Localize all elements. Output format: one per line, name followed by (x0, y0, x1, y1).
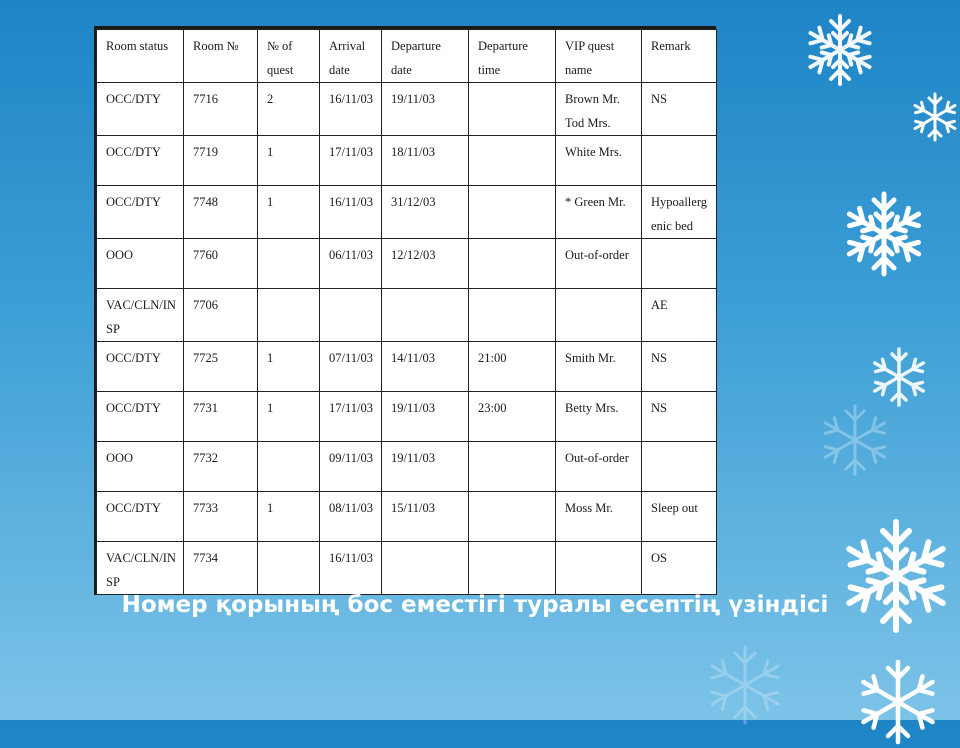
table-cell: OCC/DTY (97, 492, 184, 542)
table-cell: 1 (258, 492, 320, 542)
header-cell: Room № (184, 30, 258, 83)
table-cell: 7731 (184, 392, 258, 442)
table-cell: 1 (258, 392, 320, 442)
table-cell: 7760 (184, 239, 258, 289)
table-cell: 7719 (184, 136, 258, 186)
table-row (97, 136, 717, 186)
table-header-row (97, 30, 717, 83)
table-cell: 08/11/03 (320, 492, 382, 542)
table-cell: 16/11/03 (320, 542, 382, 595)
table-cell: 1 (258, 342, 320, 392)
table-row (97, 342, 717, 392)
header-cell: Remark (642, 30, 717, 83)
table-cell: White Mrs. (556, 136, 642, 186)
table-row (97, 492, 717, 542)
snowflake-icon (838, 188, 930, 280)
table-cell: NS (642, 392, 717, 442)
table-row (97, 442, 717, 492)
table-cell: OCC/DTY (97, 392, 184, 442)
table-cell: 17/11/03 (320, 392, 382, 442)
table-cell (320, 289, 382, 342)
table-cell: OCC/DTY (97, 136, 184, 186)
table-cell (556, 542, 642, 595)
table-cell: * Green Mr. (556, 186, 642, 239)
table-row (97, 83, 717, 136)
table-cell: 17/11/03 (320, 136, 382, 186)
header-cell: Arrival date (320, 30, 382, 83)
table-cell (642, 239, 717, 289)
table-cell: Smith Mr. (556, 342, 642, 392)
table-cell: 23:00 (469, 392, 556, 442)
table-cell: Out-of-order (556, 442, 642, 492)
table-cell: 14/11/03 (382, 342, 469, 392)
table-cell: AE (642, 289, 717, 342)
table-cell: 7734 (184, 542, 258, 595)
table-cell: 7716 (184, 83, 258, 136)
table-cell (258, 442, 320, 492)
table-cell: 16/11/03 (320, 186, 382, 239)
table-cell (469, 289, 556, 342)
table-cell: 7748 (184, 186, 258, 239)
snowflake-icon (800, 10, 880, 90)
table-cell: 31/12/03 (382, 186, 469, 239)
table-cell: Out-of-order (556, 239, 642, 289)
table-cell: 1 (258, 186, 320, 239)
table-cell: OCC/DTY (97, 83, 184, 136)
table-cell: 07/11/03 (320, 342, 382, 392)
table-cell: 7732 (184, 442, 258, 492)
table-cell: OOO (97, 442, 184, 492)
table-cell: NS (642, 342, 717, 392)
table-cell: OS (642, 542, 717, 595)
snowflake-icon (700, 640, 790, 730)
table-cell: 7706 (184, 289, 258, 342)
table-cell: OCC/DTY (97, 186, 184, 239)
table-cell (469, 542, 556, 595)
table-cell: 21:00 (469, 342, 556, 392)
table-cell: 1 (258, 136, 320, 186)
table-cell: Betty Mrs. (556, 392, 642, 442)
table-cell: 18/11/03 (382, 136, 469, 186)
snowflake-icon (815, 400, 895, 480)
header-cell: Room status (97, 30, 184, 83)
table-cell (469, 136, 556, 186)
table-cell (469, 186, 556, 239)
table-cell: Moss Mr. (556, 492, 642, 542)
table-row (97, 239, 717, 289)
table-cell: 15/11/03 (382, 492, 469, 542)
table-cell: Sleep out (642, 492, 717, 542)
snowflake-icon (908, 90, 960, 144)
table-cell: VAC/CLN/INSP (97, 542, 184, 595)
table-cell: 09/11/03 (320, 442, 382, 492)
table-cell (642, 442, 717, 492)
table-cell: 12/12/03 (382, 239, 469, 289)
table-cell: 7725 (184, 342, 258, 392)
table-cell: 19/11/03 (382, 83, 469, 136)
snowflake-icon (866, 344, 932, 410)
table-cell (258, 542, 320, 595)
header-cell: VIP quest name (556, 30, 642, 83)
room-status-table (94, 26, 716, 595)
table-cell: NS (642, 83, 717, 136)
table-cell (258, 289, 320, 342)
table-cell: OCC/DTY (97, 342, 184, 392)
table-row (97, 392, 717, 442)
table-cell (469, 83, 556, 136)
header-cell: № of quest (258, 30, 320, 83)
table-cell (556, 289, 642, 342)
table-cell: 19/11/03 (382, 392, 469, 442)
table-cell (382, 289, 469, 342)
header-cell: Departure date (382, 30, 469, 83)
table-cell: OOO (97, 239, 184, 289)
table-cell (642, 136, 717, 186)
table-cell (469, 442, 556, 492)
table-cell (469, 492, 556, 542)
table-row (97, 186, 717, 239)
slide-title: Номер қорының бос еместігі туралы есептің үзіндісі (121, 592, 829, 618)
table-cell: 16/11/03 (320, 83, 382, 136)
table-cell: Hypoallergenic bed (642, 186, 717, 239)
table-cell (258, 239, 320, 289)
table-cell: 19/11/03 (382, 442, 469, 492)
table-cell: 2 (258, 83, 320, 136)
table-cell (382, 542, 469, 595)
table-cell: VAC/CLN/INSP (97, 289, 184, 342)
snowflake-icon (852, 656, 944, 748)
table-row (97, 542, 717, 595)
table-cell (469, 239, 556, 289)
table-row (97, 289, 717, 342)
table-cell: 7733 (184, 492, 258, 542)
header-cell: Departure time (469, 30, 556, 83)
table-cell: 06/11/03 (320, 239, 382, 289)
table-cell: Brown Mr. Tod Mrs. (556, 83, 642, 136)
